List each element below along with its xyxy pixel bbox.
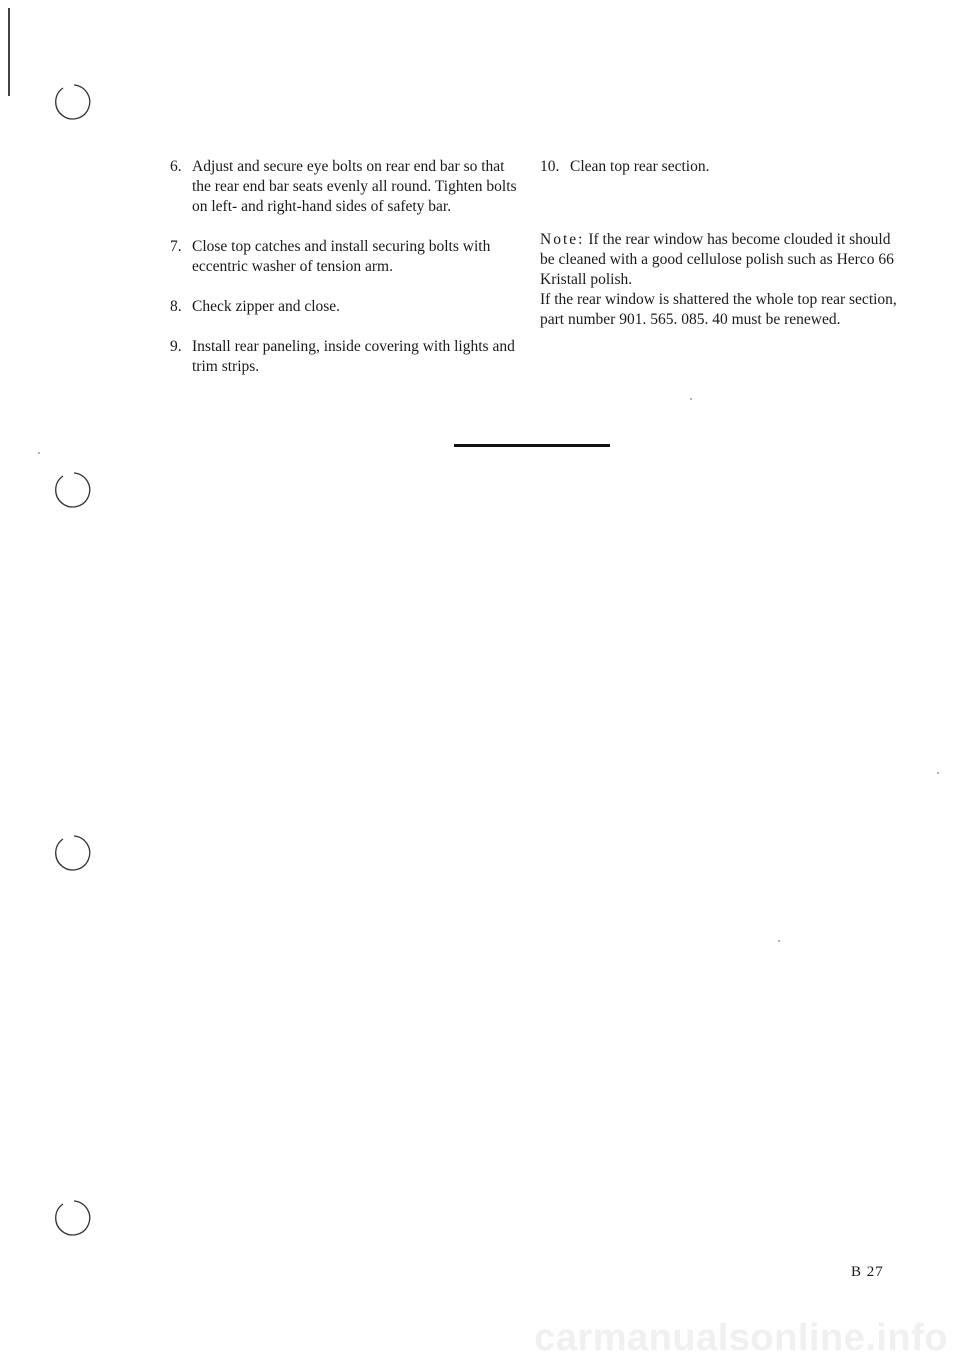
note-block: [540, 230, 900, 330]
scan-speck: [778, 940, 780, 942]
punch-hole-icon: [52, 1198, 92, 1238]
step-number: 10.: [540, 158, 560, 175]
step-7: [170, 237, 520, 277]
step-9: [170, 337, 520, 377]
section-divider: [454, 444, 610, 447]
watermark: carmanualsonline.info: [534, 1317, 948, 1359]
step-number: 9.: [170, 338, 182, 355]
punch-hole-icon: [52, 833, 92, 873]
step-text: Close top catches and install securing bolts with eccentric washer of tension arm.: [192, 238, 491, 275]
note-paragraph-2: If the rear window is shattered the whole top rear section, part number 901. 565. 085. 40 must be renewed.: [540, 291, 897, 328]
step-text: Adjust and secure eye bolts on rear end bar so that the rear end bar seats evenly all round. Tighten bolts on left- and right-hand sides of safety bar.: [192, 158, 517, 215]
scan-speck: [690, 398, 692, 400]
binding-line: [8, 8, 10, 96]
step-text: Check zipper and close.: [192, 298, 341, 315]
step-text: Clean top rear section.: [570, 158, 710, 175]
step-8: [170, 297, 520, 317]
step-number: 7.: [170, 238, 182, 255]
note-paragraph: [540, 230, 900, 290]
scan-speck: [38, 452, 40, 454]
step-number: 6.: [170, 158, 182, 175]
step-number: 8.: [170, 298, 182, 315]
page-number: B 27: [851, 1264, 884, 1280]
left-column: [170, 157, 520, 397]
scan-speck: [937, 772, 939, 774]
step-6: [170, 157, 520, 217]
step-text: Install rear paneling, inside covering with lights and trim strips.: [192, 338, 515, 375]
note-text: If the rear window has become clouded it should be cleaned with a good cellulose polish such as Herco 66 Kristall polish.: [540, 231, 894, 288]
note-label: Note:: [540, 231, 585, 248]
step-10: [540, 157, 900, 177]
punch-hole-icon: [52, 470, 92, 510]
punch-hole-icon: [52, 82, 92, 122]
right-column: [540, 157, 900, 330]
